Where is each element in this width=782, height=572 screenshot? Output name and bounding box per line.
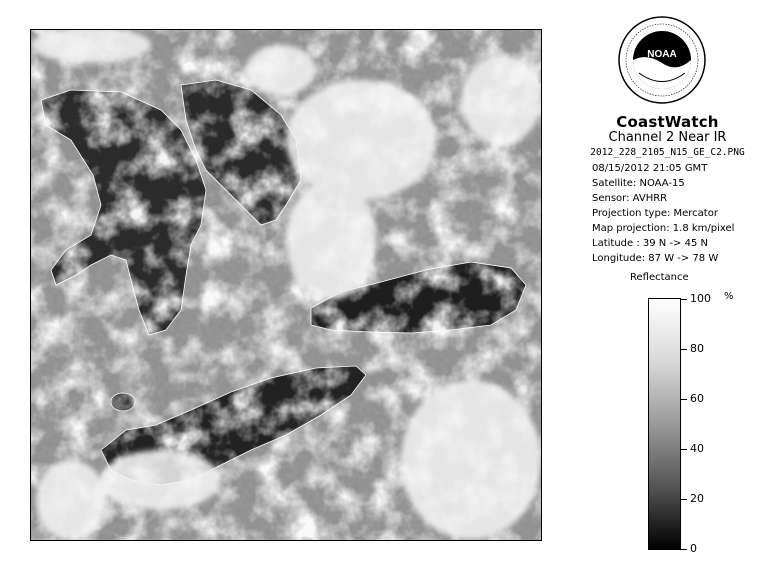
colorbar bbox=[648, 298, 681, 550]
projection-label: Projection type: Mercator bbox=[592, 208, 718, 219]
colorbar-tick bbox=[681, 499, 687, 500]
colorbar-tick-label: 0 bbox=[690, 542, 697, 555]
map-projection-label: Map projection: 1.8 km/pixel bbox=[592, 223, 735, 234]
channel-label: Channel 2 Near IR bbox=[608, 130, 727, 145]
colorbar-tick-label: 20 bbox=[690, 492, 704, 505]
colorbar-tick-label: 40 bbox=[690, 442, 704, 455]
noaa-logo-graphic bbox=[617, 15, 707, 105]
colorbar-unit: % bbox=[724, 291, 734, 302]
latitude-label: Latitude : 39 N -> 45 N bbox=[592, 238, 708, 249]
colorbar-tick-label: 60 bbox=[690, 392, 704, 405]
colorbar-tick bbox=[681, 399, 687, 400]
colorbar-tick-label: 80 bbox=[690, 342, 704, 355]
colorbar-tick bbox=[681, 549, 687, 550]
sensor-label: Sensor: AVHRR bbox=[592, 193, 668, 204]
colorbar-title: Reflectance bbox=[630, 272, 689, 283]
satellite-label: Satellite: NOAA-15 bbox=[592, 178, 685, 189]
satellite-image bbox=[30, 29, 542, 541]
colorbar-tick bbox=[681, 349, 687, 350]
product-title: CoastWatch bbox=[616, 113, 719, 131]
noaa-logo bbox=[617, 15, 707, 105]
colorbar-tick bbox=[681, 449, 687, 450]
date-time-label: 08/15/2012 21:05 GMT bbox=[592, 163, 708, 174]
filename-label: 2012_228_2105_N15_GE_C2.PNG bbox=[590, 147, 745, 158]
colorbar-tick-label: 100 bbox=[690, 292, 711, 305]
noaa-logo-text: NOAA bbox=[647, 49, 677, 60]
colorbar-tick bbox=[681, 299, 687, 300]
longitude-label: Longitude: 87 W -> 78 W bbox=[592, 253, 719, 264]
satellite-image-graphic bbox=[31, 30, 542, 541]
